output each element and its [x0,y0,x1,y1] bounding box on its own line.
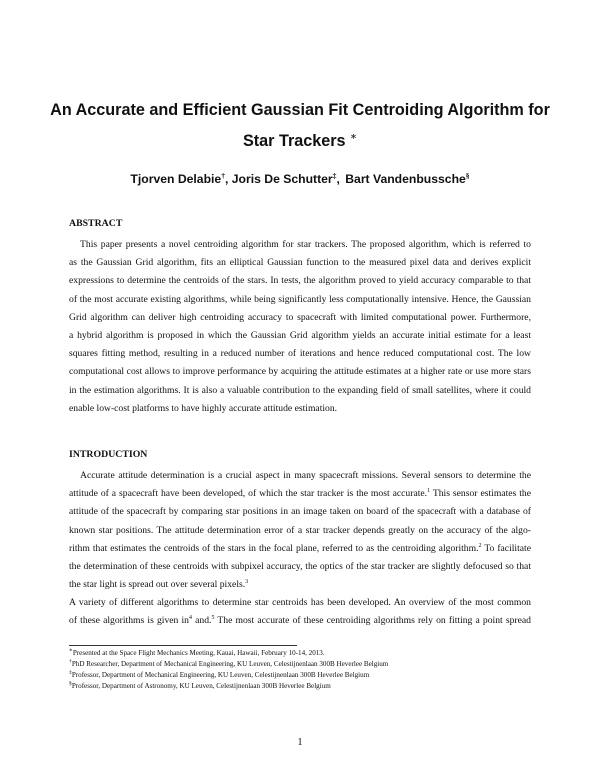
author-2-mark: ‡ [332,170,337,180]
abstract-line: expressions to determine the centroids of the stars. In tests, the algorithm proved to yield accuracy comparable to that [69,275,531,287]
citation-ref: 5 [211,614,215,621]
introduction-paragraph-2 [69,594,531,630]
footnote-1: ∗Presented at the Space Flight Mechanics Meeting, Kauai, Hawaii, February 10-14, 2013. [69,647,325,657]
author-2: Joris De Schutter [231,172,333,186]
abstract-line: This paper presents a novel centroiding algorithm for star trackers. The proposed algorithm, which is referred to [80,239,531,250]
intro-line: Accurate attitude determination is a crucial aspect in many spacecraft missions. Several sensors to determine the [80,470,531,481]
paper-title-line-1 [40,101,560,120]
footnote-2: †PhD Researcher, Department of Mechanical Engineering, KU Leuven, Celestijnenlaan 300B Heverlee Belgium [69,658,389,668]
abstract-line: as the Gaussian Grid algorithm, fits an elliptical Gaussian function to the measured pixel data and derives explicit [69,257,531,269]
intro-line: attitude of the spacecraft by comparing star positions in an image taken on board of the spacecraft with a database of [69,506,531,518]
abstract-line: of the most accurate existing algorithms, while being significantly less computationally intensive. Hence, the Gaussian [69,293,531,305]
abstract-line: squares fitting method, resulting in a reduced number of iterations and hence reduced computational cost. The low [69,348,531,360]
title-text-2: Star Trackers [242,132,346,150]
citation-ref: 1 [427,487,431,494]
footnote-4: §Professor, Department of Astronomy, KU Leuven, Celestijnenlaan 300B Heverlee Belgium [69,680,331,690]
citation-ref: 3 [245,578,249,585]
footnote-divider [69,645,297,646]
introduction-heading: INTRODUCTION [69,449,148,460]
title-text-1: An Accurate and Efficient Gaussian Fit Centroiding Algorithm for [50,101,550,119]
intro-line: known star positions. The attitude determination error of a star tracker depends greatly on the accuracy of the algo- [69,524,531,536]
citation-ref: 4 [189,614,192,621]
author-3-mark: § [465,170,470,180]
author-1: Tjorven Delabie [130,172,222,186]
page-number: 1 [297,737,303,748]
introduction-paragraph-1 [69,467,531,594]
abstract-line: computational cost allows to improve performance by acquiring the attitude estimates at a higher rate or use more stars [69,366,531,378]
abstract-heading: ABSTRACT [69,218,123,229]
paper-title-line-2 [40,132,560,151]
citation-ref: 2 [478,542,482,549]
abstract-line: a hybrid algorithm is proposed in which the Gaussian Grid algorithm yields an accurate initial estimate for a least [69,329,531,341]
title-footnote-mark: ∗ [350,131,358,143]
author-1-mark: † [221,170,225,180]
author-list: Tjorven Delabie†, Joris De Schutter‡, Bart Vandenbussche§ [130,170,470,186]
abstract-line: in the estimation algorithms. It is also a valuable contribution to the expanding field of small satellites, where it could [69,384,531,396]
intro-line: A variety of different algorithms to determine star centroids has been developed. An overview of the most common [69,597,531,608]
intro-line: rithm that estimates the centroids of the stars in the focal plane, referred to as the centroiding algorithm.$^2$ To facilitate [69,542,531,554]
abstract-line: Grid algorithm can deliver high centroiding accuracy to spacecraft with limited computational power. Furthermore, [69,311,531,323]
intro-line: the star light is spread out over several pixels.$^3$ [69,578,249,591]
abstract-body [69,236,531,418]
abstract-line: enable low-cost platforms to have highly accurate attitude estimation. [69,402,338,414]
footnote-3: ‡Professor, Department of Mechanical Engineering, KU Leuven, Celestijnenlaan 300B Heverlee Belgium [69,669,370,679]
intro-line: the determination of these centroids with subpixel accuracy, the optics of the star tracker are slightly defocused so that [69,560,531,572]
intro-line: of these algorithms is given $in^4$ and.$^5$ The most accurate of these centroiding algorithms rely on fitting a point spread [69,614,531,627]
author-3: Bart Vandenbussche [345,172,466,186]
intro-line: attitude of a spacecraft have been developed, of which the star tracker is the most accurate.$^1$ This sensor estimates the [69,487,531,500]
